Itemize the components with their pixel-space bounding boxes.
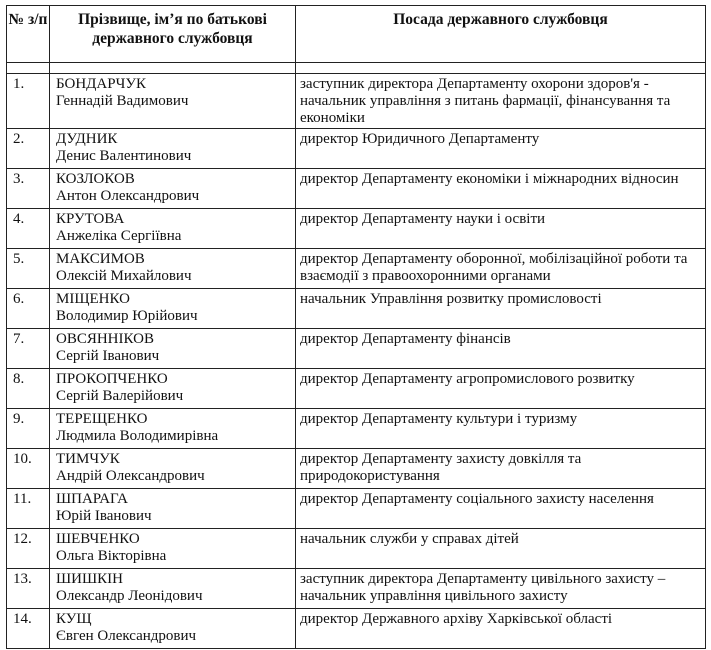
official-given-names: Юрій Іванович xyxy=(56,508,152,524)
table-row xyxy=(7,529,706,569)
header-number: № з/п xyxy=(7,6,50,63)
spacer-row xyxy=(7,63,706,74)
official-position: начальник Управління розвитку промисловості xyxy=(296,289,706,329)
official-name xyxy=(50,449,296,489)
official-given-names: Ольга Вікторівна xyxy=(56,548,167,564)
official-name xyxy=(50,129,296,169)
official-name xyxy=(50,489,296,529)
official-position: директор Департаменту фінансів xyxy=(296,329,706,369)
row-number: 1. xyxy=(7,74,50,129)
table-row xyxy=(7,249,706,289)
row-number: 11. xyxy=(7,489,50,529)
table-row xyxy=(7,489,706,529)
official-surname: ТИМЧУК xyxy=(56,451,120,467)
table-row xyxy=(7,609,706,649)
official-given-names: Євген Олександрович xyxy=(56,628,197,644)
official-surname: МАКСИМОВ xyxy=(56,251,145,267)
table-row xyxy=(7,74,706,129)
table-row xyxy=(7,369,706,409)
official-surname: КОЗЛОКОВ xyxy=(56,171,135,187)
official-given-names: Олексій Михайлович xyxy=(56,268,192,284)
official-name xyxy=(50,329,296,369)
official-surname: ДУДНИК xyxy=(56,131,118,147)
table-row xyxy=(7,409,706,449)
official-position: директор Департаменту культури і туризму xyxy=(296,409,706,449)
official-name xyxy=(50,529,296,569)
official-surname: ТЕРЕЩЕНКО xyxy=(56,411,148,427)
official-given-names: Сергій Валерійович xyxy=(56,388,184,404)
official-position: директор Департаменту науки і освіти xyxy=(296,209,706,249)
table-row xyxy=(7,329,706,369)
official-given-names: Володимир Юрійович xyxy=(56,308,198,324)
official-given-names: Анжеліка Сергіївна xyxy=(56,228,182,244)
official-name xyxy=(50,289,296,329)
official-name xyxy=(50,249,296,289)
official-surname: КУЩ xyxy=(56,611,92,627)
official-given-names: Людмила Володимирівна xyxy=(56,428,219,444)
row-number: 2. xyxy=(7,129,50,169)
official-position: директор Департаменту захисту довкілля та природокористування xyxy=(296,449,706,489)
official-name xyxy=(50,569,296,609)
official-given-names: Денис Валентинович xyxy=(56,148,192,164)
row-number: 8. xyxy=(7,369,50,409)
official-surname: БОНДАРЧУК xyxy=(56,76,146,92)
table-row xyxy=(7,209,706,249)
official-surname: ШЕВЧЕНКО xyxy=(56,531,140,547)
official-position: директор Департаменту оборонної, мобілізаційної роботи та взаємодії з правоохоронними органами xyxy=(296,249,706,289)
row-number: 3. xyxy=(7,169,50,209)
officials-table xyxy=(6,5,706,649)
official-name xyxy=(50,409,296,449)
official-name xyxy=(50,369,296,409)
official-surname: КРУТОВА xyxy=(56,211,125,227)
official-name xyxy=(50,209,296,249)
row-number: 5. xyxy=(7,249,50,289)
official-name xyxy=(50,74,296,129)
row-number: 12. xyxy=(7,529,50,569)
official-surname: ПРОКОПЧЕНКО xyxy=(56,371,168,387)
table-row xyxy=(7,289,706,329)
spacer-cell xyxy=(50,63,296,74)
official-given-names: Олександр Леонідович xyxy=(56,588,203,604)
header-name: Прізвище, ім’я по батькові державного службовця xyxy=(50,6,296,63)
table-header-row xyxy=(7,6,706,63)
official-surname: ШИШКІН xyxy=(56,571,123,587)
official-surname: ОВСЯННІКОВ xyxy=(56,331,154,347)
official-name xyxy=(50,609,296,649)
official-position: заступник директора Департаменту цивільного захисту – начальник управління цивільного захисту xyxy=(296,569,706,609)
row-number: 7. xyxy=(7,329,50,369)
row-number: 14. xyxy=(7,609,50,649)
official-position: директор Департаменту агропромислового розвитку xyxy=(296,369,706,409)
spacer-cell xyxy=(7,63,50,74)
official-position: директор Департаменту соціального захисту населення xyxy=(296,489,706,529)
table-row xyxy=(7,449,706,489)
official-surname: ШПАРАГА xyxy=(56,491,128,507)
official-surname: МІЩЕНКО xyxy=(56,291,130,307)
official-position: заступник директора Департаменту охорони здоров'я - начальник управління з питань фармації, фінансування та економіки xyxy=(296,74,706,129)
table-row xyxy=(7,129,706,169)
table-row xyxy=(7,569,706,609)
spacer-cell xyxy=(296,63,706,74)
official-position: директор Державного архіву Харківської області xyxy=(296,609,706,649)
row-number: 13. xyxy=(7,569,50,609)
official-given-names: Сергій Іванович xyxy=(56,348,160,364)
official-position: начальник служби у справах дітей xyxy=(296,529,706,569)
header-position: Посада державного службовця xyxy=(296,6,706,63)
official-position: директор Департаменту економіки і міжнародних відносин xyxy=(296,169,706,209)
row-number: 6. xyxy=(7,289,50,329)
table-row xyxy=(7,169,706,209)
official-given-names: Геннадій Вадимович xyxy=(56,93,189,109)
official-given-names: Андрій Олександрович xyxy=(56,468,205,484)
row-number: 4. xyxy=(7,209,50,249)
official-given-names: Антон Олександрович xyxy=(56,188,200,204)
official-name xyxy=(50,169,296,209)
row-number: 10. xyxy=(7,449,50,489)
row-number: 9. xyxy=(7,409,50,449)
official-position: директор Юридичного Департаменту xyxy=(296,129,706,169)
